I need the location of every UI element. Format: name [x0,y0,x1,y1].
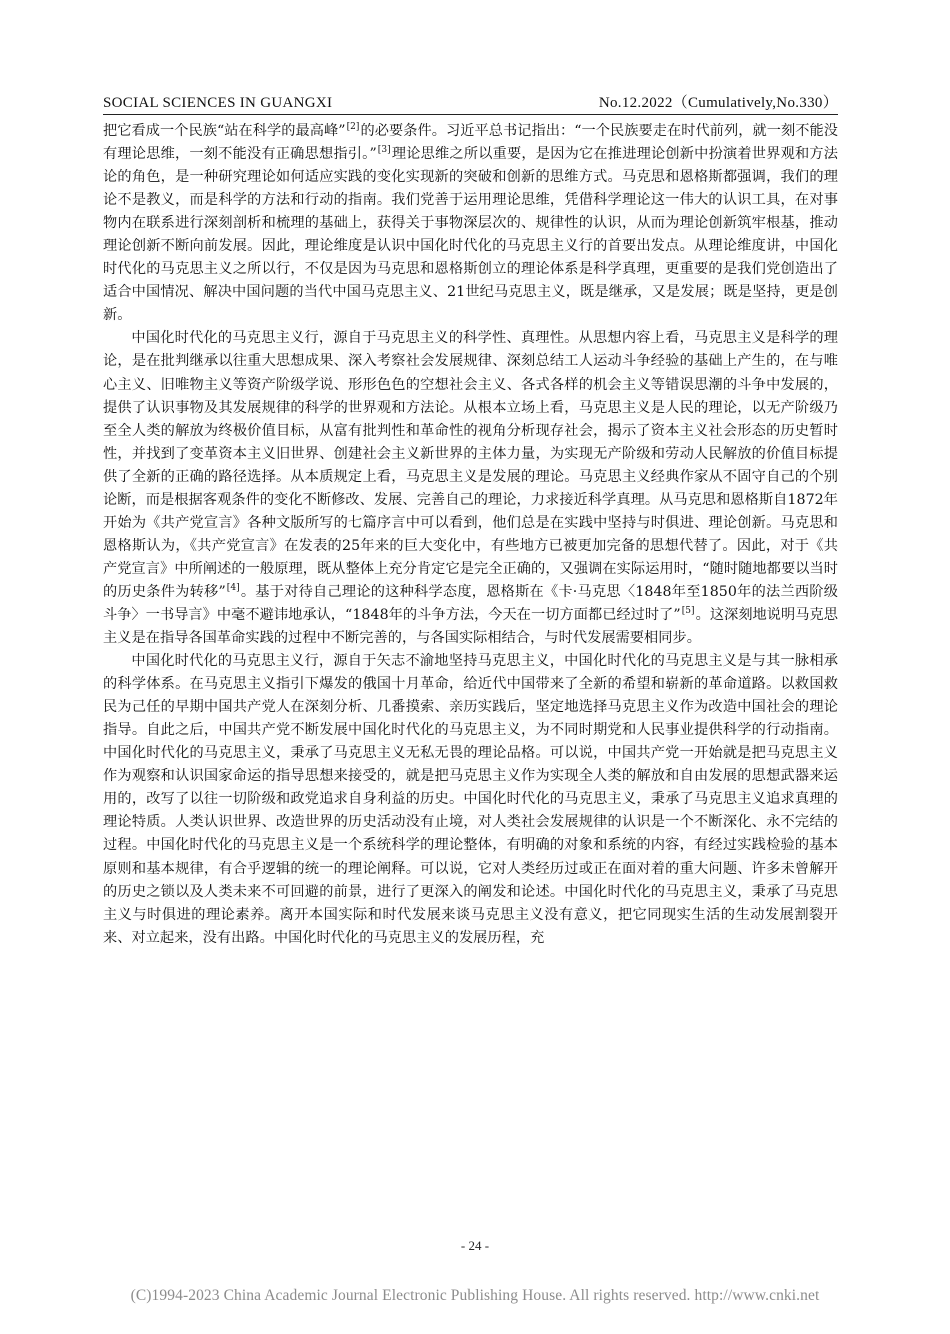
page-number: - 24 - [460,1238,490,1253]
citation-ref: [4] [226,582,240,593]
paragraph-text: 。基于对待自己理论的这种科学态度，恩格斯在《卡·马克思〈1848年至1850年的法兰西阶级斗争〉一书导言》中毫不避讳地承认，“1848年的斗争方法，今天在一切方面都已经过时了” [103,583,838,623]
paragraph-text: 把它看成一个民族“站在科学的最高峰” [103,123,346,139]
article-body [103,120,838,950]
copyright-footer: (C)1994-2023 China Academic Journal Electronic Publishing House. All rights reserved. http://www.cnki.net [130,1287,820,1304]
journal-name: SOCIAL SCIENCES IN GUANGXI [103,95,333,111]
running-header [103,86,838,112]
citation-ref: [2] [346,122,360,132]
paragraph-text: 中国化时代化的马克思主义行，源自于矢志不渝地坚持马克思主义，中国化时代化的马克思主义是与其一脉相承的科学体系。在马克思主义指引下爆发的俄国十月革命，给近代中国带来了全新的希望和崭新的革命道路。以救国救民为己任的早期中国共产党人在深刻分析、几番摸索、亲历实践后，坚定地选择马克思主义作为改造中国社会的理论指导。自此之后，中国共产党不断发展中国化时代化的马克思主义，为不同时期党和人民事业提供科学的行动指南。中国化时代化的马克思主义，秉承了马克思主义无私无畏的理论品格。可以说，中国共产党一开始就是把马克思主义作为观察和认识国家命运的指导思想来接受的，就是把马克思主义作为实现全人类的解放和自由发展的思想武器来运用的，改写了以往一切阶级和政党追求自身利益的历史。中国化时代化的马克思主义，秉承了马克思主义追求真理的理论特质。人类认识世界、改造世界的历史活动没有止境，对人类社会发展规律的认识是一个不断深化、永不完结的过程。中国化时代化的马克思主义是一个系统科学的理论整体，有明确的对象和系统的内容，有经过实践检验的基本原则和基本规律，有合乎逻辑的统一的理论阐释。可以说，它对人类经历过或正在面对着的重大问题、许多未曾解开的历史之锁以及人类未来不可回避的前景，进行了更深入的阐发和论述。中国化时代化的马克思主义，秉承了马克思主义与时俱进的理论素养。离开本国实际和时代发展来谈马克思主义没有意义，把它同现实生活的生动发展割裂开来、对立起来，没有出路。中国化时代化的马克思主义的发展历程，充 [103,653,838,946]
issue-number: No.12.2022（Cumulatively,No.330） [598,95,838,111]
body-paragraph [103,650,838,950]
body-paragraph [103,120,838,327]
citation-ref: [5] [681,605,695,616]
paragraph-text: 中国化时代化的马克思主义行，源自于马克思主义的科学性、真理性。从思想内容上看，马克思主义是科学的理论，是在批判继承以往重大思想成果、深入考察社会发展规律、深刻总结工人运动斗争经验的基础上产生的，在与唯心主义、旧唯物主义等资产阶级学说、形形色色的空想社会主义、各式各样的机会主义等错误思潮的斗争中发展的，提供了认识事物及其发展规律的科学的世界观和方法论。从根本立场上看，马克思主义是人民的理论，以无产阶级乃至全人类的解放为终极价值目标，从富有批判性和革命性的视角分析现存社会，揭示了资本主义社会形态的历史暂时性，并找到了变革资本主义旧世界、创建社会主义新世界的主体力量，为实现无产阶级和劳动人民解放的价值目标提供了全新的正确的路径选择。从本质规定上看，马克思主义是发展的理论。马克思主义经典作家从不固守自己的个别论断，而是根据客观条件的变化不断修改、发展、完善自己的理论，力求接近科学真理。从马克思和恩格斯自1872年开始为《共产党宣言》各种文版所写的七篇序言中可以看到，他们总是在实践中坚持与时俱进、理论创新。马克思和恩格斯认为，《共产党宣言》在发表的25年来的巨大变化中，有些地方已被更加完备的思想代替了。因此，对于《共产党宣言》中所阐述的一般原理，既从整体上充分肯定它是完全正确的，又强调在实际运用时，“随时随地都要以当时的历史条件为转移” [103,330,838,600]
paragraph-text: 理论思维之所以重要，是因为它在推进理论创新中扮演着世界观和方法论的角色，是一种研究理论如何适应实践的变化实现新的突破和创新的思维方式。马克思和恩格斯都强调，我们的理论不是教义，而是科学的方法和行动的指南。我们党善于运用理论思维，凭借科学理论这一伟大的认识工具，在对事物内在联系进行深刻剖析和梳理的基础上，获得关于事物深层次的、规律性的认识，从而为理论创新筑牢根基，推动理论创新不断向前发展。因此，理论维度是认识中国化时代化的马克思主义行的首要出发点。从理论维度讲，中国化时代化的马克思主义之所以行，不仅是因为马克思和恩格斯创立的理论体系是科学真理，更重要的是我们党创造出了适合中国情况、解决中国问题的当代中国马克思主义、21世纪马克思主义，既是继承，又是发展；既是坚持，更是创新。 [103,146,838,324]
paragraph-text: 。这深刻地说明马克思主义是在指导各国革命实践的过程中不断完善的，与各国实际相结合，与时代发展需要相同步。 [103,606,838,647]
citation-ref: [3] [377,145,391,156]
paragraph-text: 的必要条件。习近平总书记指出：“一个民族要走在时代前列，就一刻不能没有理论思维，一刻不能没有正确思想指引。” [103,123,838,163]
header-rule [103,114,838,115]
body-paragraph [103,327,838,650]
